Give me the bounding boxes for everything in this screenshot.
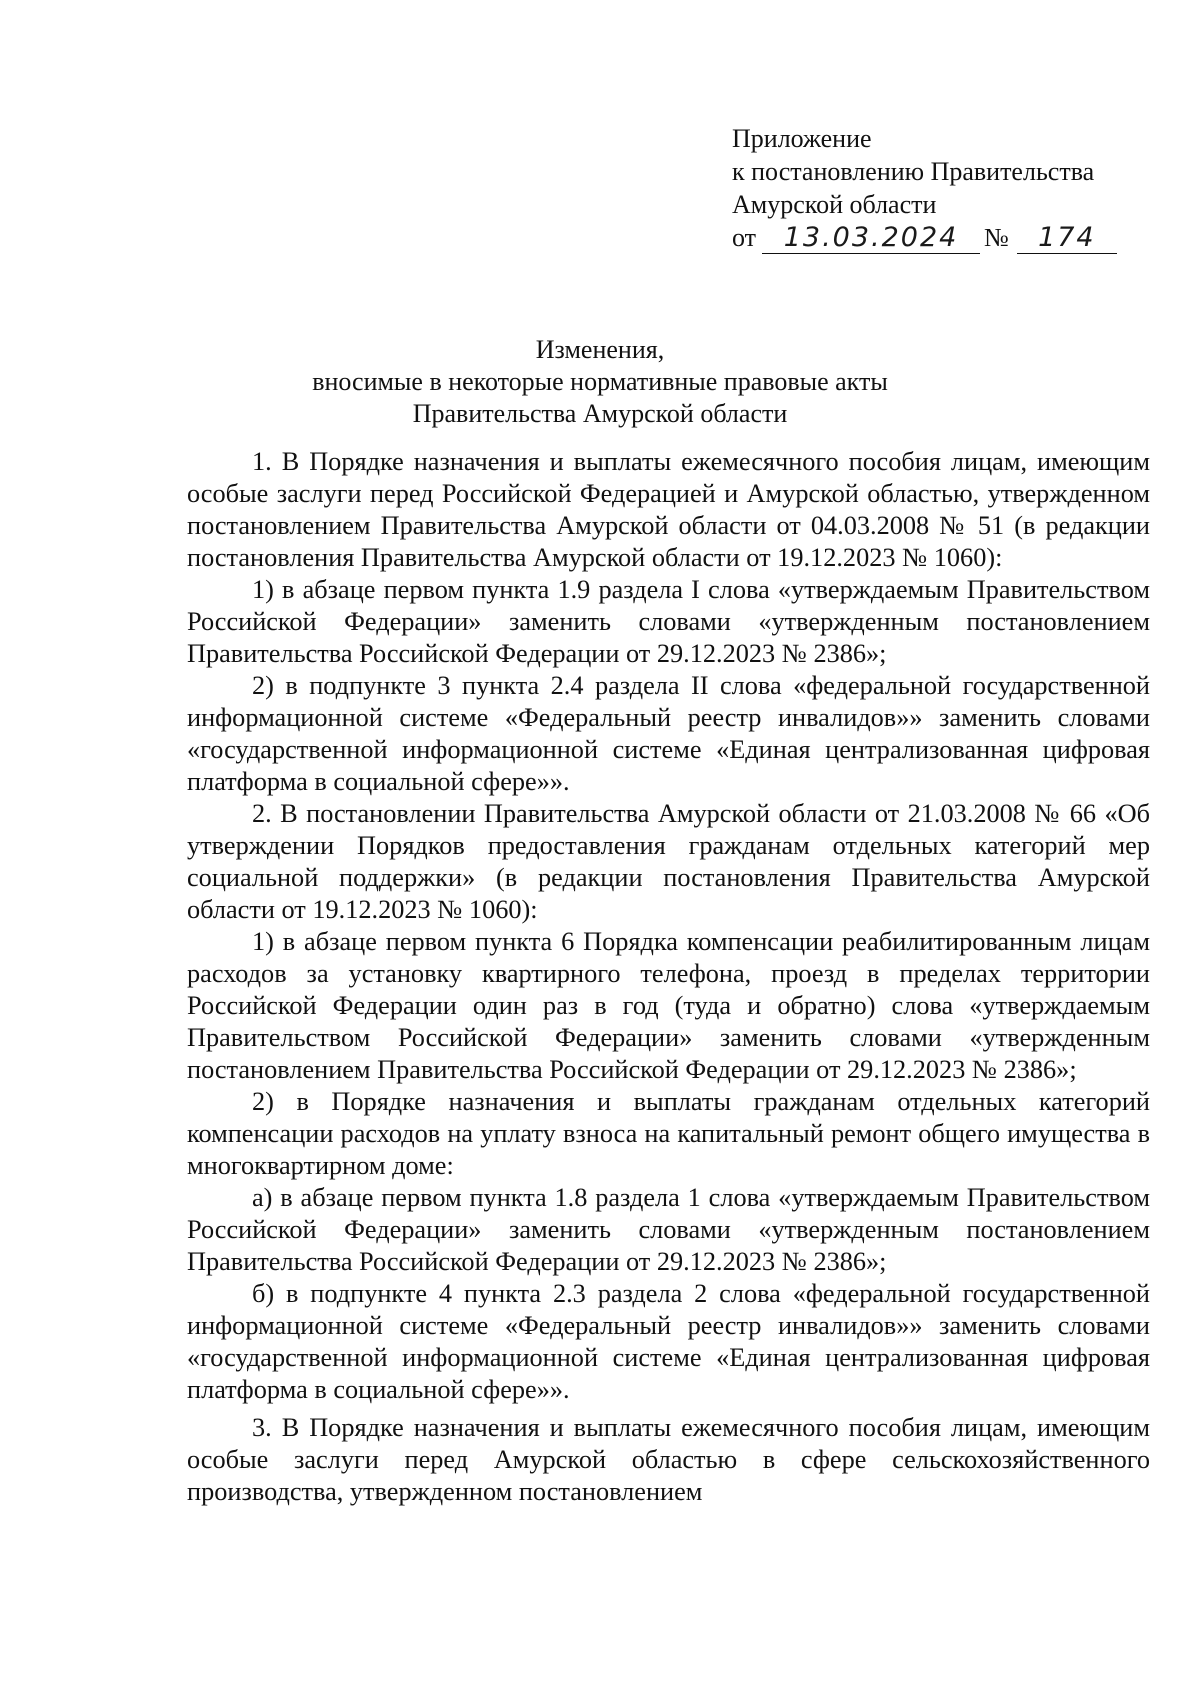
paragraph-1-2: 2) в подпункте 3 пункта 2.4 раздела II слова «федеральной государственной информационной системе «Федеральный реестр инвалидов»» заменить словами «государственной информационной системе «Единая централизованная цифровая платформа в социальной сфере»». bbox=[187, 671, 1150, 796]
paragraph-2-1: 1) в абзаце первом пункта 6 Порядка компенсации реабилитированным лицам расходов за установку квартирного телефона, проезд в пределах территории Российской Федерации один раз в год (туда и обратно) слова «утверждаемым Правительством Российской Федерации» заменить словами «утвержденным постановлением Правительства Российской Федерации от 29.12.2023 № 2386»; bbox=[187, 927, 1150, 1084]
title-line-3: Правительства Амурской области bbox=[412, 399, 788, 428]
paragraph-1: 1. В Порядке назначения и выплаты ежемесячного пособия лицам, имеющим особые заслуги перед Российской Федерацией и Амурской областью, утвержденном постановлением Правительства Амурской области от 04.03.2008 № 51 (в редакции постановления Правительства Амурской области от 19.12.2023 № 1060): bbox=[187, 447, 1150, 572]
appendix-block bbox=[732, 122, 1117, 254]
appendix-line-1: Приложение bbox=[732, 124, 872, 153]
document-body bbox=[187, 446, 1150, 1508]
appendix-line-2: к постановлению Правительства bbox=[732, 157, 1095, 186]
title-line-2: вносимые в некоторые нормативные правовые акты bbox=[312, 367, 888, 396]
date-prefix: от bbox=[732, 223, 757, 252]
title-line-1: Изменения, bbox=[535, 335, 665, 364]
appendix-date-row bbox=[732, 221, 1117, 254]
document-title bbox=[180, 334, 1020, 430]
appendix-line-3: Амурской области bbox=[732, 190, 937, 219]
paragraph-2: 2. В постановлении Правительства Амурской области от 21.03.2008 № 66 «Об утверждении Порядков предоставления гражданам отдельных категорий мер социальной поддержки» (в редакции постановления Правительства Амурской области от 19.12.2023 № 1060): bbox=[187, 799, 1150, 924]
handwritten-date: 13.03.2024 bbox=[762, 223, 980, 254]
paragraph-2-2-a: а) в абзаце первом пункта 1.8 раздела 1 слова «утверждаемым Правительством Российской Федерации» заменить словами «утвержденным постановлением Правительства Российской Федерации от 29.12.2023 № 2386»; bbox=[187, 1183, 1150, 1276]
number-sign: № bbox=[984, 223, 1009, 252]
paragraph-3: 3. В Порядке назначения и выплаты ежемесячного пособия лицам, имеющим особые заслуги перед Амурской областью в сфере сельскохозяйственного производства, утвержденном постановлением bbox=[187, 1413, 1150, 1506]
paragraph-2-2: 2) в Порядке назначения и выплаты гражданам отдельных категорий компенсации расходов на уплату взноса на капитальный ремонт общего имущества в многоквартирном доме: bbox=[187, 1087, 1150, 1180]
paragraph-2-2-b: б) в подпункте 4 пункта 2.3 раздела 2 слова «федеральной государственной информационной системе «Федеральный реестр инвалидов»» заменить словами «государственной информационной системе «Единая централизованная цифровая платформа в социальной сфере»». bbox=[187, 1279, 1150, 1404]
handwritten-number: 174 bbox=[1017, 223, 1117, 254]
paragraph-1-1: 1) в абзаце первом пункта 1.9 раздела I слова «утверждаемым Правительством Российской Федерации» заменить словами «утвержденным постановлением Правительства Российской Федерации от 29.12.2023 № 2386»; bbox=[187, 575, 1150, 668]
